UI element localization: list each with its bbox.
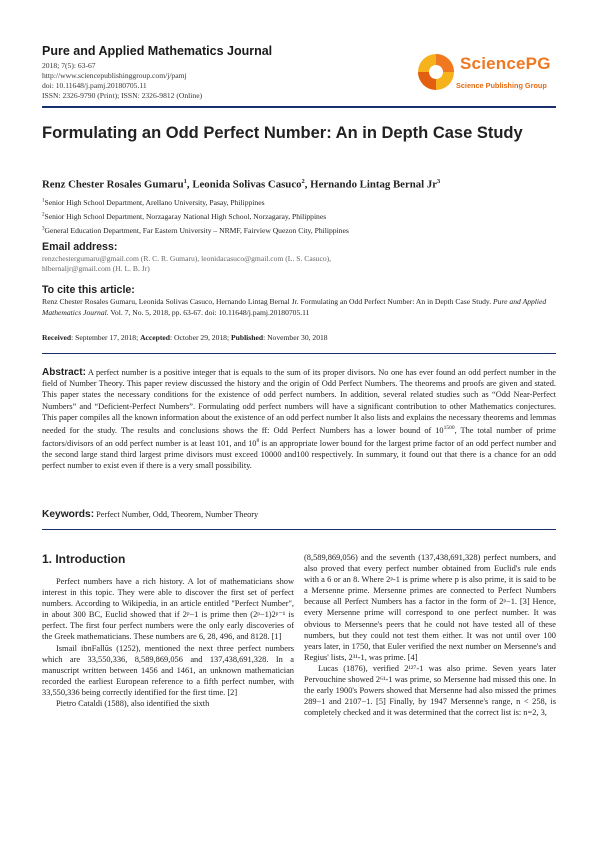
abstract: Abstract: A perfect number is a positive integer that is equals to the sum of its proper divisors. No one has ever found an odd perfect number in the field of Number Theory. This paper review discussed the history and the origin of Odd Perfect Numbers. The theorems and proofs are given and stated. This paper states the necessary conditions for the existence of odd perfect numbers. In addition, several related studies such as “Odd Near-Perfect Numbers” and “Deficient-Perfect Numbers”. Formulating odd perfect numbers will have a significant contribution to other Mathematics conjectures. This paper compiles all the known information about the existence of an odd perfect number It also lists and explains the necessary theorems and lemmas needed for the study. The results and conclusions shows the ff: Odd Perfect Numbers has a lower bound of $10^{1500}$, The total number of prime factors/divisors of an odd perfect number is at least 101, and $10^8$ is an appropriate lower bound for the largest prime factor of an odd perfect number and the second large stand third largest prime divisors must exceed 10000 and100 respectively. In summary, it found out that there is a chance for an odd perfect number to exist even if there is a very small possibility. — [42, 367, 556, 471]
logo-subtitle: Science Publishing Group — [456, 81, 547, 90]
email-list — [42, 254, 331, 274]
affiliation-3: $^3$General Education Department, Far Eastern University – NRMF, Fairview Quezon City, Philippines — [42, 226, 349, 235]
author-2-sup: 2 — [301, 178, 305, 185]
cite-heading: To cite this article: — [42, 284, 135, 296]
author-list: Renz Chester Rosales Gumaru$^1$, Leonida Solivas Casuco$^2$, Hernando Lintag Bernal Jr$^3$ — [42, 178, 441, 191]
affiliation-2: $^2$Senior High School Department, Norzagaray National High School, Norzagaray, Philippines — [42, 212, 327, 221]
author-2: Leonida Solivas Casuco — [192, 178, 302, 191]
email-line-1[interactable]: renzchestergumaru@gmail.com (R. C. R. Gumaru), leonidacasuco@gmail.com (L. S. Casuco), — [42, 254, 332, 263]
paragraph: Perfect numbers have a rich history. A lot of mathematicians show interest in this topic. They were able to discover the first set of perfect numbers. According to Wikipedia, in an article entitled "Perfect Number", in about 300 BC, Euclid showed that if 2ᵖ−1 is prime then (2ᵖ−1)2ᵖ⁻¹ is perfect. The first four perfect numbers were the only early discoveries of the Greek mathematicians. These numbers are 6, 28, 496, and 8128. [1] — [42, 577, 294, 642]
author-3-sup: 3 — [437, 178, 441, 185]
paragraph: Lucas (1876), verified 2¹²⁷-1 was also prime. Seven years later Pervouchine showed 2⁶¹-1 was prime, so Mersenne had missed this one. In the early 1900's Powers showed that Mersenne had also missed the primes 289−1 and 2107−1. [5] Finally, by 1947 Mersenne's range, n < 258, is completely checked and it was determined that the correct list is: n=2, 3, — [304, 663, 556, 718]
keywords: Keywords: Perfect Number, Odd, Theorem, Number Theory — [42, 509, 259, 520]
sciencepg-logo — [416, 50, 566, 100]
abstract-rule — [42, 353, 556, 354]
column-left — [42, 576, 294, 709]
paragraph: (8,589,869,056) and the seventh (137,438,691,328) perfect numbers, and also proved that every perfect number obtained from Euclid's rule ends with a 6 or an 8. Where 2ᵖ-1 is prime where p is also prime, it is said to be a Mersenne prime. Mersenne primes are connected to Perfect Numbers because all Perfect Numbers has a factor in the form of 2ᵖ−1. [3] Hence, every Mersenne prime will correspond to one perfect number. It was obvious to Mersenne's peers that he could not have tested all of these numbers, but they could not test them either. It was not until over 100 years later, in 1750, that Euler verified the next number on Mersenne's and Regius' lists, 2³¹-1, was prime. [4] — [304, 553, 556, 662]
author-3: Hernando Lintag Bernal Jr — [310, 178, 438, 191]
email-heading: Email address: — [42, 241, 118, 253]
journal-meta — [42, 61, 202, 101]
email-line-2[interactable]: hlbernaljr@gmail.com (H. L. B. Jr) — [42, 264, 150, 273]
journal-issn: ISSN: 2326-9790 (Print); ISSN: 2326-9812 (Online) — [42, 91, 203, 100]
journal-name: Pure and Applied Mathematics Journal — [42, 44, 273, 58]
logo-name: SciencePG — [460, 54, 551, 73]
journal-doi[interactable]: doi: 10.11648/j.pamj.20180705.11 — [42, 81, 147, 90]
citation-text: Renz Chester Rosales Gumaru, Leonida Solivas Casuco, Hernando Lintag Bernal Jr. Formulating an Odd Perfect Number: An in Depth Case Study. Pure and Applied Mathematics Journal. Vol. 7, No. 5, 2018, pp. 63-67. doi: 10.11648/j.pamj.20180705.11 — [42, 297, 547, 317]
affiliation-1: $^1$Senior High School Department, Arellano University, Pasay, Philippines — [42, 198, 265, 207]
author-1: Renz Chester Rosales Gumaru — [42, 178, 184, 191]
volume-pages: 2018; 7(5): 63-67 — [42, 61, 96, 70]
paragraph: Ismail ibnFallūs (1252), mentioned the next three perfect numbers which are 33,550,336, 8,589,869,056 and 137,438,691,328. In a manuscript written between 1456 and 1461, an unknown mathematician recorded the earliest European reference to a fifth perfect number, with 33,550,336 being correctly identified for the first time. [2] — [42, 643, 294, 697]
paragraph: Pietro Cataldi (1588), also identified the sixth — [56, 699, 210, 709]
keywords-rule — [42, 529, 556, 530]
logo-icon — [416, 52, 456, 92]
header-rule — [42, 106, 556, 108]
journal-url[interactable]: http://www.sciencepublishinggroup.com/j/pamj — [42, 71, 187, 80]
article-dates: Received: September 17, 2018; Accepted: October 29, 2018; Published: November 30, 2018 — [42, 333, 328, 342]
column-right — [304, 552, 556, 718]
section-title: 1. Introduction — [42, 552, 126, 566]
author-1-sup: 1 — [183, 178, 187, 185]
article-title: Formulating an Odd Perfect Number: An in Depth Case Study — [42, 124, 523, 142]
